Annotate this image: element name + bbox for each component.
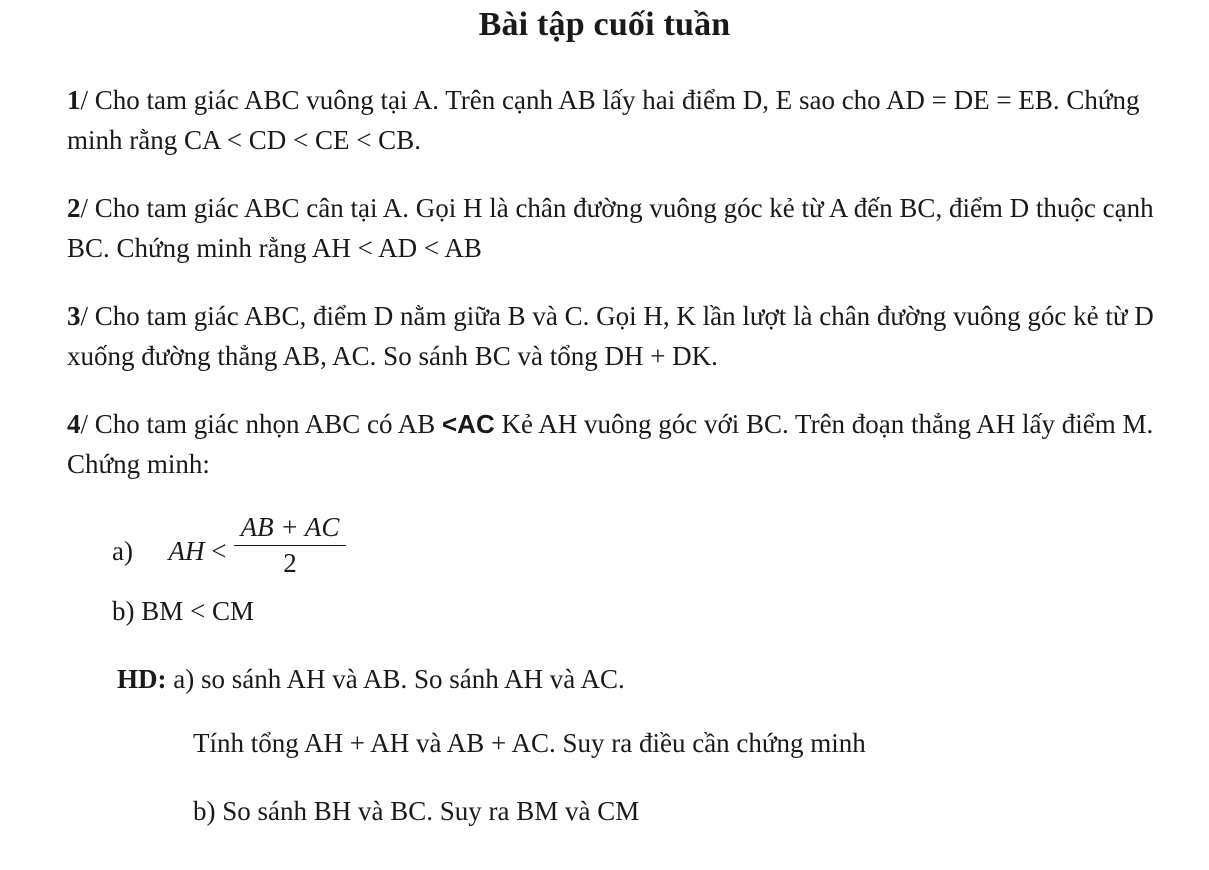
fraction [234,512,346,579]
fraction-numerator: AB + AC [234,512,346,546]
hint-line-2: Tính tổng AH + AH và AB + AC. Suy ra điều cần chứng minh [193,728,866,758]
problem-text: / Cho tam giác ABC cân tại A. Gọi H là chân đường vuông góc kẻ từ A đến BC, điểm D thuộc cạnh BC. Chứng minh rằng AH < AD < AB [67,193,1154,263]
problem-number: 4 [67,409,81,439]
part-a-operator: < [211,536,227,566]
problem-text: / Cho tam giác ABC vuông tại A. Trên cạnh AB lấy hai điểm D, E sao cho AD = DE = EB. Chứng minh rằng CA < CD < CE < CB. [67,85,1140,155]
problem-1 [67,80,1167,160]
page-title: Bài tập cuối tuần [478,6,731,43]
part-b-row [112,596,254,627]
problem-number: 1 [67,85,81,115]
inserted-text: <AC [442,409,495,439]
hint-label: HD: [117,664,167,694]
problem-2 [67,188,1167,268]
hint-line-1 [117,664,625,695]
problem-number: 2 [67,193,81,223]
part-a-row [112,536,226,567]
part-a-label: a) [112,536,133,566]
part-a-lhs: AH [168,536,205,566]
part-b-text: BM < CM [141,596,255,626]
problem-text: / Cho tam giác ABC, điểm D nằm giữa B và C. Gọi H, K lần lượt là chân đường vuông góc kẻ từ D xuống đường thẳng AB, AC. So sánh BC và tổng DH + DK. [67,301,1154,371]
problem-number: 3 [67,301,81,331]
fraction-denominator: 2 [283,548,297,578]
part-b-label: b) [112,596,135,626]
problem-3 [67,296,1167,376]
hint-line-3: b) So sánh BH và BC. Suy ra BM và CM [193,796,640,826]
problem-4 [67,404,1167,484]
problem-text-start: / Cho tam giác nhọn ABC có AB [80,409,436,439]
problem-text-end: Kẻ AH vuông góc với BC. Trên đoạn thẳng AH lấy điểm M. Chứng minh: [67,409,1154,479]
hint-text: a) so sánh AH và AB. So sánh AH và AC. [173,664,625,694]
